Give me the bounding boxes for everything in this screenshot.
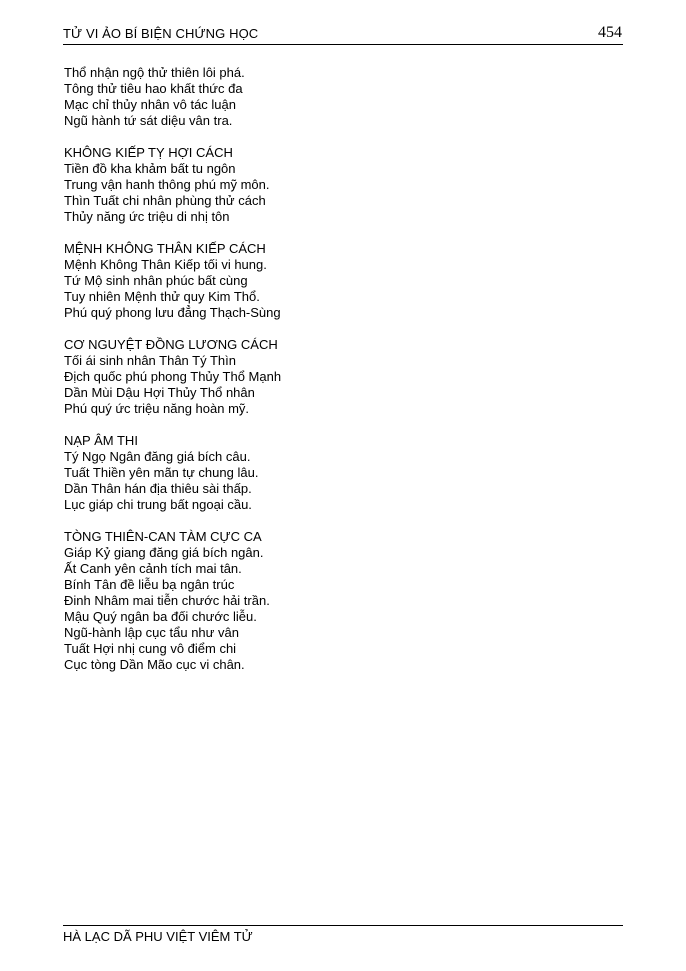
- text-line: Mạc chỉ thủy nhân vô tác luận: [64, 97, 236, 112]
- text-line: Thổ nhận ngộ thử thiên lôi phá.: [64, 65, 245, 80]
- page-number: 454: [598, 24, 622, 41]
- text-line: Trung vận hanh thông phú mỹ môn.: [64, 177, 270, 192]
- text-line: Tý Ngọ Ngân đăng giá bích câu.: [64, 449, 251, 464]
- text-line: Mệnh Không Thân Kiếp tối vi hung.: [64, 257, 267, 272]
- section-heading: MỆNH KHÔNG THÂN KIẾP CÁCH: [64, 241, 266, 256]
- poem-block: [64, 529, 604, 673]
- text-line: Lục giáp chi trung bất ngoại cầu.: [64, 497, 252, 512]
- text-line: Ngũ-hành lập cục tẩu như vân: [64, 625, 239, 640]
- footer-text: HÀ LẠC DÃ PHU VIỆT VIÊM TỬ: [63, 929, 253, 944]
- section-heading: TÒNG THIÊN-CAN TÀM CỰC CA: [64, 529, 262, 544]
- text-line: Thìn Tuất chi nhân phùng thử cách: [64, 193, 266, 208]
- text-line: Đinh Nhâm mai tiễn chước hải trần.: [64, 593, 270, 608]
- text-line: Thủy năng ức triệu di nhị tôn: [64, 209, 230, 224]
- poem-block: [64, 337, 604, 417]
- text-line: Ngũ hành tứ sát diệu vân tra.: [64, 113, 233, 128]
- poem-block: [64, 65, 604, 129]
- poem-block: [64, 433, 604, 513]
- text-line: Bính Tân đề liễu bạ ngân trúc: [64, 577, 235, 592]
- poem-block: [64, 241, 604, 321]
- page-header: [63, 24, 623, 45]
- poem-block: [64, 145, 604, 225]
- page-content: [64, 65, 604, 689]
- text-line: Dần Mùi Dậu Hợi Thủy Thổ nhân: [64, 385, 255, 400]
- text-line: Tuất Hợi nhị cung vô điểm chi: [64, 641, 237, 656]
- text-line: Cục tòng Dần Mão cục vi chân.: [64, 657, 245, 672]
- text-line: Dần Thân hán địa thiêu sài thấp.: [64, 481, 252, 496]
- text-line: Tông thử tiêu hao khất thức đa: [64, 81, 243, 96]
- text-line: Mậu Quý ngân ba đối chước liễu.: [64, 609, 257, 624]
- text-line: Phú quý phong lưu đẳng Thạch-Sùng: [64, 305, 281, 320]
- text-line: Tiền đồ kha khảm bất tu ngôn: [64, 161, 236, 176]
- text-line: Phú quý ức triệu năng hoàn mỹ.: [64, 401, 250, 416]
- text-line: Tối ái sinh nhân Thân Tý Thìn: [64, 353, 236, 368]
- text-line: Địch quốc phú phong Thủy Thổ Mạnh: [64, 369, 282, 384]
- section-heading: CƠ NGUYỆT ĐỒNG LƯƠNG CÁCH: [64, 337, 278, 352]
- section-heading: KHÔNG KIẾP TỴ HỢI CÁCH: [64, 145, 233, 160]
- header-title: TỬ VI ẢO BÍ BIỆN CHỨNG HỌC: [63, 26, 259, 41]
- section-heading: NẠP ÂM THI: [64, 433, 138, 448]
- text-line: Tuất Thiền yên mãn tự chung lâu.: [64, 465, 259, 480]
- text-line: Tuy nhiên Mệnh thử quy Kim Thổ.: [64, 289, 260, 304]
- text-line: Tứ Mộ sinh nhân phúc bất cùng: [64, 273, 248, 288]
- text-line: Giáp Kỷ giang đăng giá bích ngân.: [64, 545, 264, 560]
- text-line: Ất Canh yên cảnh tích mai tân.: [64, 561, 242, 576]
- page-footer: [63, 925, 623, 944]
